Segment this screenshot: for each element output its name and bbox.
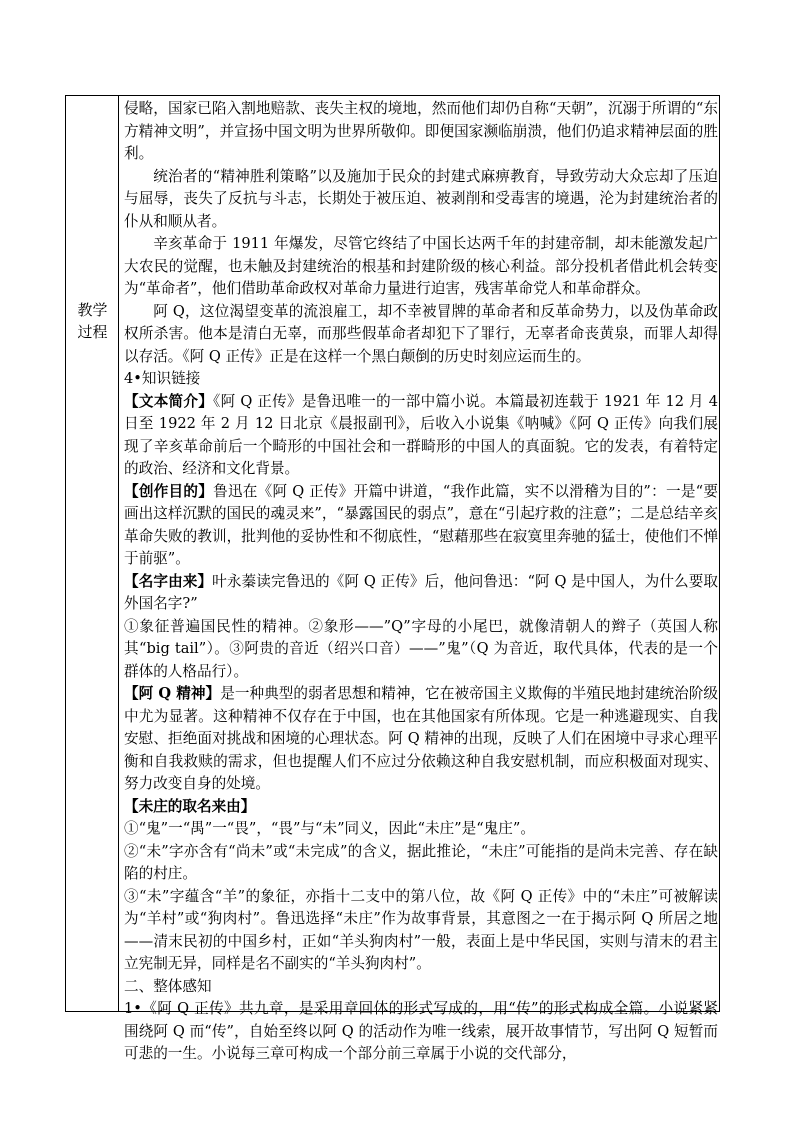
overview-paragraph: 1•《阿 Q 正传》共九章，是采用章回体的形式写成的，用“传”的形式构成全篇。小说紧紧围绕阿 Q 而“传”，自始至终以阿 Q 的活动作为唯一线索，展开故事情节，写出阿 Q 短暂而可悲的一生。小说每三章可构成一个部分前三章属于小说的交代部分，: [124, 1000, 718, 1062]
aq-spirit-label: 【阿 Q 精神】: [124, 685, 221, 702]
background-paragraph: 侵略，国家已陷入割地赔款、丧失主权的境地，然而他们却仍自称“天朝”，沉溺于所谓的“东方精神文明”，并宣扬中国文明为世界所敬仰。即便国家濒临崩溃，他们仍追求精神层面的胜利。: [124, 100, 718, 162]
aq-spirit-paragraph: [124, 683, 718, 796]
creation-purpose-label: 【创作目的】: [124, 482, 214, 500]
content-cell: [124, 98, 718, 1066]
aq-spirit-body: 是一种典型的弱者思想和精神，它在被帝国主义欺侮的半殖民地封建统治阶级中尤为显著。这种精神不仅存在于中国，也在其他国家有所体现。它是一种逃避现实、自我安慰、拒绝面对挑战和困境的心理状态。阿 Q 精神的出现，反映了人们在困境中寻求心理平衡和自我救赎的需求，但也提醒人们不应过分依赖这种自我安慰机制，而应积极面对现实、努力改变自身的处境。: [124, 685, 718, 792]
creation-purpose-body: 鲁迅在《阿 Q 正传》开篇中讲道，“我作此篇，实不以滑稽为目的”：一是“要画出这样沉默的国民的魂灵来”，“暴露国民的弱点”，意在“引起疗救的注意”；二是总结辛亥革命失败的教训，批判他的妥协性和不彻底性，“慰藉那些在寂寞里奔驰的猛士，使他们不惮于前驱”。: [124, 482, 718, 567]
background-paragraph: 辛亥革命于 1911 年爆发，尽管它终结了中国长达两千年的封建帝制，却未能激发起广大农民的觉醒，也未触及封建统治的根基和封建阶级的核心利益。部分投机者借此机会转变为“革命者”，他们借助革命政权对革命力量进行迫害，残害革命党人和革命群众。: [124, 235, 718, 297]
creation-purpose-paragraph: [124, 481, 718, 571]
text-intro-label: 【文本简介】: [124, 392, 214, 410]
text-intro-body: 《阿 Q 正传》是鲁迅唯一的一部中篇小说。本篇最初连载于 1921 年 12 月 4 日至 1922 年 2 月 12 日北京《晨报副刊》，后收入小说集《呐喊》《阿 Q 正传》向我们展现了辛亥革命前后一个畸形的中国社会和一群畸形的中国人的真面貌。它的发表，有着特定的政治、经济和文化背景。: [124, 392, 718, 477]
weizhuang-heading: 【未庄的取名来由】: [124, 797, 256, 815]
name-origin-detail: ①象征普遍国民性的精神。②象形——”Q”字母的小尾巴，就像清朝人的辫子（英国人称其“big tail”）。③阿贵的音近（绍兴口音）——”鬼”（Q 为音近，取代具体，代表的是一个群体的人格品行）。: [124, 617, 718, 680]
weizhuang-point: ③“未”字蕴含“羊”的象征，亦指十二支中的第八位，故《阿 Q 正传》中的“未庄”可被解读为“羊村”或“狗肉村”。鲁迅选择“未庄”作为故事背景，其意图之一在于揭示阿 Q 所居之地——清末民初的中国乡村，正如“羊头狗肉村”一般，表面上是中华民国，实则与清末的君主立宪制无异，同样是名不副实的“羊头狗肉村”。: [124, 887, 718, 972]
name-origin-paragraph: [124, 571, 718, 616]
name-origin-body: 叶永蓁读完鲁迅的《阿 Q 正传》后，他问鲁迅：“阿 Q 是中国人，为什么要取外国名字?”: [124, 572, 718, 612]
lesson-table: [65, 95, 720, 1062]
background-paragraph: 阿 Q，这位渴望变革的流浪雇工，却不幸被冒牌的革命者和反革命势力，以及伪革命政权所杀害。他本是清白无辜，而那些假革命者却犯下了罪行，无辜者命丧黄泉，而罪人却得以存活。《阿 Q 正传》正是在这样一个黑白颠倒的历史时刻应运而生的。: [124, 302, 718, 365]
background-paragraph: 统治者的“精神胜利策略”以及施加于民众的封建式麻痹教育，导致劳动大众忘却了压迫与屈辱，丧失了反抗与斗志，长期处于被压迫、被剥削和受毒害的境遇，沦为封建统治者的仆从和顺从者。: [124, 167, 718, 230]
name-origin-label: 【名字由来】: [124, 572, 213, 590]
row-label-line: 过程: [77, 323, 108, 341]
row-label-line: 教学: [77, 301, 108, 319]
text-intro-paragraph: [124, 391, 718, 481]
section-heading-knowledge: 4•知识链接: [124, 370, 201, 387]
weizhuang-point: ①“鬼”一“禺”一“畏”，“畏”与“未”同义，因此“未庄”是“鬼庄”。: [124, 820, 535, 837]
section-heading-overview: 二、整体感知: [124, 977, 212, 995]
row-label-cell: [66, 96, 119, 1011]
weizhuang-point: ②“未”字亦含有“尚未”或“未完成”的含义，据此推论，“未庄”可能指的是尚未完善、存在缺陷的村庄。: [124, 842, 718, 882]
row-label: [66, 299, 119, 343]
